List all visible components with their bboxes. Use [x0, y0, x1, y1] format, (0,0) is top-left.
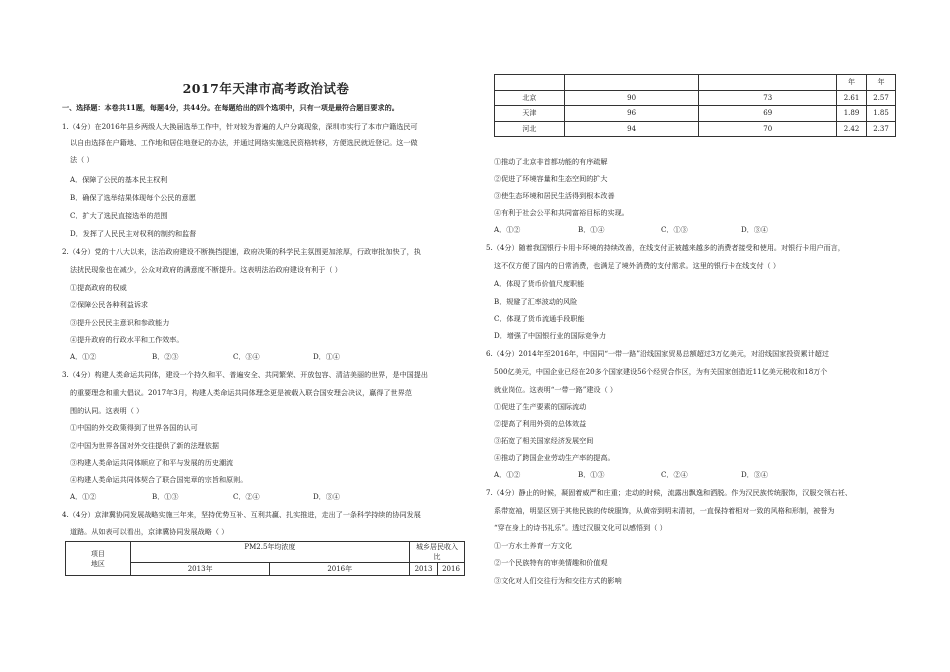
q4-stem-line2: 道路。从如表可以看出，京津冀协同发展战略（ ）	[70, 527, 229, 536]
cell-inc2016: 2.37	[867, 121, 896, 137]
cell-inc2013: 2.61	[837, 90, 867, 106]
data-table-body	[494, 74, 896, 137]
header-income-label-2: 比	[433, 553, 441, 561]
cell-inc2013: 1.89	[837, 106, 867, 122]
q3-item-1: ①中国的外交政策得到了世界各国的认可	[70, 423, 198, 432]
q3-stem-line3: 围的认同。这表明（ ）	[70, 406, 144, 415]
q5-stem-line2: 这不仅方便了国内的日常消费，也满足了境外消费的支付需求。这里的银行卡在线支付（ ）	[494, 261, 781, 270]
q4-option-d: D．③④	[741, 225, 768, 234]
q6-stem-line1: 6.（4分）2014年至2016年，中国同“一带一路”沿线国家贸易总额超过3万亿美元，对沿线国家投资累计超过	[486, 349, 829, 358]
cell-inc2016: 2.57	[867, 90, 896, 106]
q4-option-b: B．①④	[578, 225, 605, 234]
cell-pm2016: 73	[699, 90, 837, 106]
q5-stem-line1: 5.（4分）随着我国银行卡用卡环境的持续改善，在线支付正被越来越多的消费者接受和使用。对银行卡用户而言，	[486, 243, 845, 252]
q1-stem-line2: 以自由选择在户籍地、工作地和居住地登记的办法，并通过网络实施选民资格转移，方便选民就近登记。这一做	[70, 138, 418, 147]
header-income-ratio	[410, 542, 465, 563]
header-pm-2016: 2016年	[270, 563, 410, 576]
table-row	[495, 106, 896, 122]
q3-option-a: A．①②	[70, 492, 97, 501]
header-pm-2013: 2013年	[130, 563, 270, 576]
q7-stem-line1: 7.（4分）静止的时候，凝固着威严和庄重；走动的时候，流露出飘逸和洒脱。作为汉民族传统服饰，汉服交领右衽、	[486, 488, 852, 497]
header-year-suffix-1: 年	[837, 75, 867, 91]
q5-option-c: C．体现了货币流通手段职能	[494, 314, 585, 323]
q6-item-4: ④推动了跨国企业劳动生产率的提高。	[494, 453, 615, 462]
q6-option-d: D．③④	[741, 470, 768, 479]
q4-option-c: C．①③	[661, 225, 688, 234]
q6-stem-line3: 就业岗位。这表明“一带一路”建设（ ）	[494, 385, 618, 394]
table-row	[495, 121, 896, 137]
q1-stem-line1: 1.（4分）在2016年县乡两级人大换届选举工作中，针对较为普遍的人户分离现象，深圳市实行了本市户籍选民可	[62, 122, 418, 131]
q3-item-4: ④构建人类命运共同体契合了联合国宪章的宗旨和原则。	[70, 475, 248, 484]
q7-stem-line2: 系带宽袖，明显区别于其他民族的传统服饰，从黄帝到明末清初，一直保持着相对一致的风格和形制，被誉为	[494, 506, 835, 515]
q2-option-c: C．③④	[233, 352, 260, 361]
q4-option-a: A．①②	[494, 225, 521, 234]
q6-stem-line2: 500亿美元，中国企业已经在20多个国家建设56个经贸合作区，为有关国家创造近11亿美元税收和18万个	[494, 367, 828, 376]
q3-stem-line1: 3.（4分）构建人类命运共同体，建设一个持久和平、普遍安全、共同繁荣、开放包容、清洁美丽的世界，是中国提出	[62, 370, 428, 379]
q4-item-4: ④有利于社会公平和共同富裕目标的实现。	[494, 208, 629, 217]
cell-area: 河北	[495, 121, 565, 137]
cell-area: 北京	[495, 90, 565, 106]
q1-option-b: B．确保了选举结果体现每个公民的意愿	[70, 193, 196, 202]
cell-pm2013: 90	[564, 90, 699, 106]
cell-pm2013: 94	[564, 121, 699, 137]
q2-option-d: D．①④	[313, 352, 340, 361]
header-pm25: PM2.5年均浓度	[130, 542, 409, 563]
q6-item-2: ②提高了利用外资的总体效益	[494, 419, 587, 428]
header-income-label: 城乡居民收入	[416, 543, 459, 551]
table-cell-empty	[564, 75, 699, 91]
header-inc-2013: 2013	[410, 563, 438, 576]
q6-option-c: C．②④	[661, 470, 688, 479]
q7-item-2: ②一个民族特有的审美情趣和价值观	[494, 558, 608, 567]
q2-item-4: ④提升政府的行政水平和工作效率。	[70, 335, 184, 344]
q2-item-3: ③提升公民民主意识和参政能力	[70, 318, 170, 327]
q5-option-b: B．规避了汇率波动的风险	[494, 297, 578, 306]
q2-stem-line1: 2.（4分）党的十八大以来，法治政府建设不断换挡提速，政府决策的科学民主氛围更加浓厚，行政审批加快了，执	[62, 247, 421, 256]
q1-option-c: C．扩大了选民直接选举的范围	[70, 211, 168, 220]
cell-inc2016: 1.85	[867, 106, 896, 122]
q3-item-3: ③构建人类命运共同体顺应了和平与发展的历史潮流	[70, 458, 234, 467]
q2-item-2: ②保障公民各种利益诉求	[70, 300, 149, 309]
q6-item-1: ①促进了生产要素的国际流动	[494, 402, 587, 411]
table-cell-empty	[495, 75, 565, 91]
q6-item-3: ③拓宽了相关国家经济发展空间	[494, 436, 594, 445]
q2-option-a: A．①②	[70, 352, 97, 361]
section-heading: 一、选择题：本卷共11题，每题4分，共44分。在每题给出的四个选项中，只有一项是最符合题目要求的。	[62, 103, 399, 112]
header-year-suffix-2: 年	[867, 75, 896, 91]
header-inc-2016: 2016	[438, 563, 465, 576]
header-item-label: 项目	[90, 549, 105, 558]
q3-option-c: C．②④	[233, 492, 260, 501]
cell-pm2013: 96	[564, 106, 699, 122]
q6-option-b: B．①③	[578, 470, 605, 479]
q7-stem-line3: “穿在身上的诗书礼乐”。透过汉服文化可以感悟到（ ）	[494, 523, 667, 532]
header-item-area	[66, 542, 131, 576]
q4-item-1: ①推动了北京非首都功能的有序疏解	[494, 157, 608, 166]
table-row	[495, 90, 896, 106]
q3-item-2: ②中国为世界各国对外交往提供了新的法理依据	[70, 441, 219, 450]
q1-stem-line3: 法（ ）	[70, 155, 94, 164]
q3-option-b: B．①③	[152, 492, 179, 501]
cell-inc2013: 2.42	[837, 121, 867, 137]
data-table-header	[65, 541, 465, 576]
cell-pm2016: 69	[699, 106, 837, 122]
q3-option-d: D．③④	[313, 492, 340, 501]
q2-stem-line2: 法扰民现象也在减少，公众对政府的满意度不断提升。这表明法治政府建设有利于（ ）	[70, 265, 342, 274]
q1-option-a: A．保障了公民的基本民主权利	[70, 175, 168, 184]
cell-area: 天津	[495, 106, 565, 122]
q2-item-1: ①提高政府的权威	[70, 283, 127, 292]
q4-stem-line1: 4.（4分）京津冀协同发展战略实施三年来，坚持优势互补、互利共赢、扎实推进，走出了一条科学持续的协同发展	[62, 510, 421, 519]
header-area-label: 地区	[90, 559, 105, 568]
table-cell-empty	[699, 75, 837, 91]
q5-option-a: A．体现了货币价值尺度职能	[494, 279, 585, 288]
q6-option-a: A．①②	[494, 470, 521, 479]
page-title: 2017年天津市高考政治试卷	[182, 81, 350, 96]
q4-item-3: ③使生态环境和居民生活得到根本改善	[494, 191, 615, 200]
q2-option-b: B．②③	[152, 352, 179, 361]
cell-pm2016: 70	[699, 121, 837, 137]
q7-item-3: ③文化对人们交往行为和交往方式的影响	[494, 576, 622, 585]
q7-item-1: ①一方水土养育一方文化	[494, 541, 573, 550]
q4-item-2: ②促进了环境容量和生态空间的扩大	[494, 174, 608, 183]
q5-option-d: D．增强了中国银行业的国际竞争力	[494, 331, 607, 340]
q3-stem-line2: 的重要理念和重大倡议。2017年3月，构建人类命运共同体理念更是被载入联合国安理会决议，赢得了世界范	[70, 388, 412, 397]
q1-option-d: D．发挥了人民民主对权利的制约和监督	[70, 229, 197, 238]
